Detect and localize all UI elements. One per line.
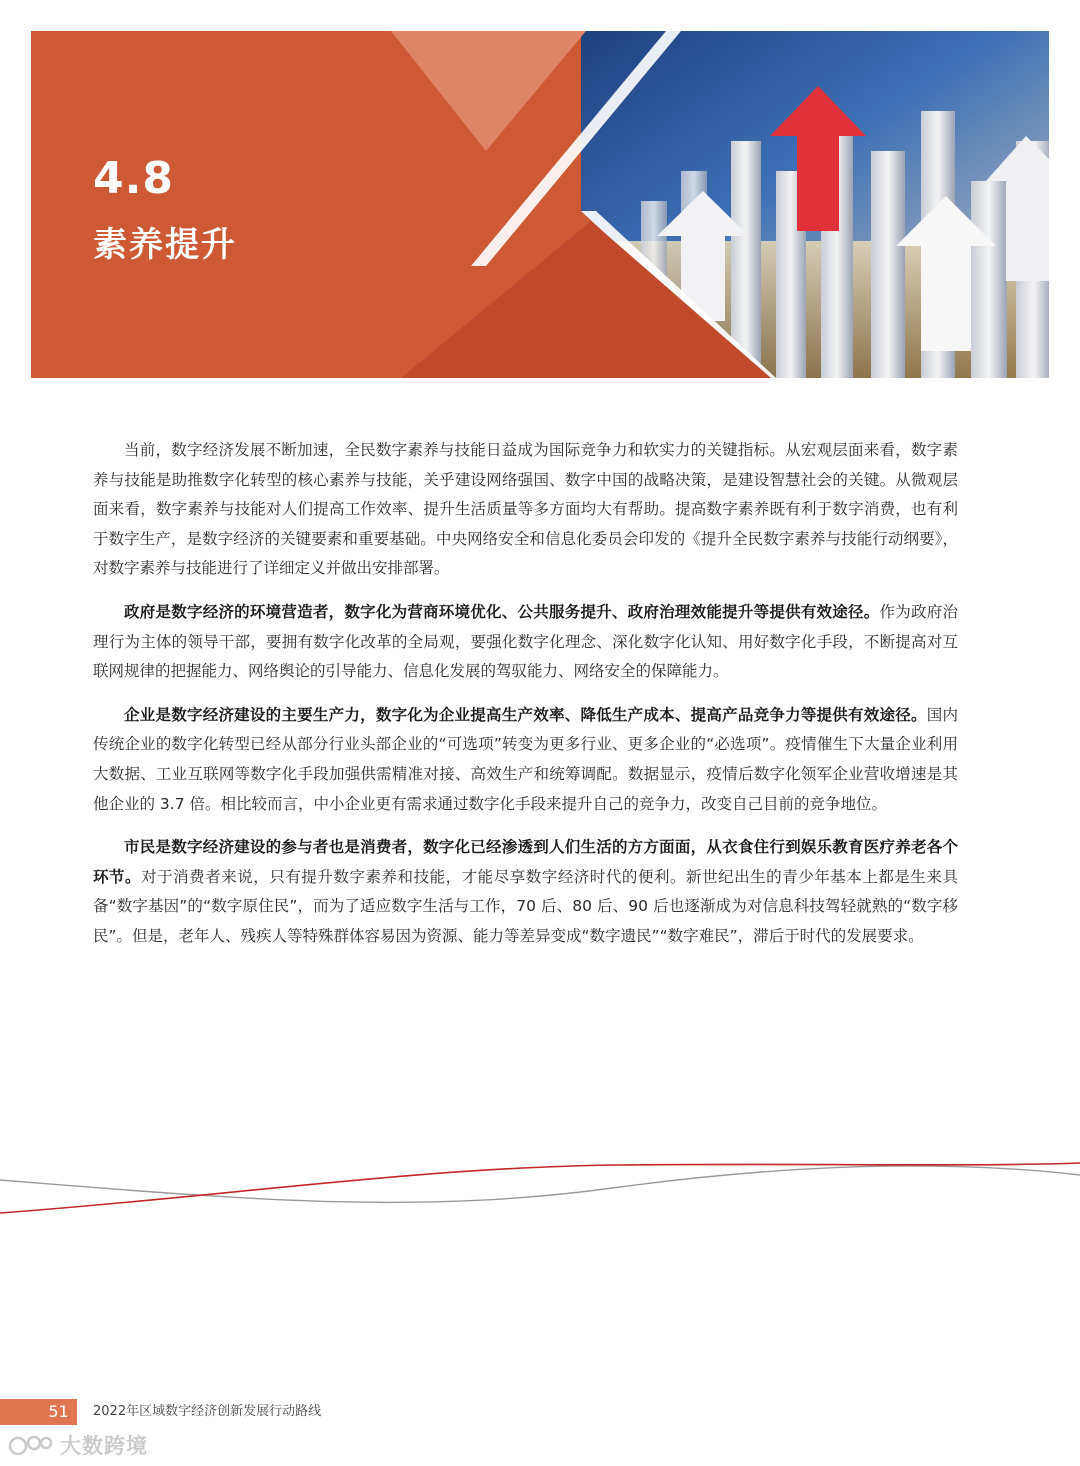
watermark-logo-icon <box>8 1432 54 1458</box>
section-banner <box>31 31 1049 378</box>
paragraph <box>93 436 958 584</box>
decorative-waves <box>0 1145 1080 1225</box>
paragraph-lead: 企业是数字经济建设的主要生产力，数字化为企业提高生产效率、降低生产成本、提高产品竞争力等提供有效途径。 <box>124 705 927 724</box>
paragraph-text: 作为政府治理行为主体的领导干部，要拥有数字化改革的全局观，要强化数字化理念、深化数字化认知、用好数字化手段，不断提高对互联网规律的把握能力、网络舆论的引导能力、信息化发展的驾驭能力、网络安全的保障能力。 <box>93 602 958 681</box>
paragraph-text: 国内传统企业的数字化转型已经从部分行业头部企业的“可选项”转变为更多行业、更多企业的“必选项”。疫情催生下大量企业利用大数据、工业互联网等数字化手段加强供需精准对接、高效生产和统筹调配。数据显示，疫情后数字化领军企业营收增速是其他企业的 3.7 倍。相比较而言，中小企业更有需求通过数字化手段来提升自己的竞争力，改变自己目前的竞争地位。 <box>93 705 958 813</box>
paragraph-text: 对于消费者来说，只有提升数字素养和技能，才能尽享数字经济时代的便利。新世纪出生的青少年基本上都是生来具备“数字基因”的“数字原住民”，而为了适应数字生活与工作，70 后、80 后、90 后也逐渐成为对信息科技驾轻就熟的“数字移民”。但是，老年人、残疾人等特殊群体容易因为资源、能力等差异变成“数字遗民”“数字难民”，滞后于时代的发展要求。 <box>93 867 958 945</box>
document-title: 2022年区域数字经济创新发展行动路线 <box>93 1404 322 1419</box>
watermark <box>8 1430 148 1460</box>
paragraph <box>93 701 958 819</box>
body-text <box>93 436 958 966</box>
section-number: 4.8 <box>93 153 174 204</box>
paragraph-lead: 市民是数字经济建设的参与者也是消费者，数字化已经渗透到人们生活的方方面面，从衣食住行到娱乐教育医疗养老各个环节。 <box>93 838 958 886</box>
banner-artwork <box>31 31 1049 378</box>
page-number: 51 <box>48 1402 69 1421</box>
paragraph <box>93 598 958 687</box>
section-title: 素养提升 <box>93 225 237 265</box>
paragraph-lead: 政府是数字经济的环境营造者，数字化为营商环境优化、公共服务提升、政府治理效能提升等提供有效途径。 <box>124 602 880 621</box>
paragraph-text: 当前，数字经济发展不断加速，全民数字素养与技能日益成为国际竞争力和软实力的关键指标。从宏观层面来看，数字素养与技能是助推数字化转型的核心素养与技能，关乎建设网络强国、数字中国的战略决策，是建设智慧社会的关键。从微观层面来看，数字素养与技能对人们提高工作效率、提升生活质量等多方面均大有帮助。提高数字素养既有利于数字消费，也有利于数字生产，是数字经济的关键要素和重要基础。中央网络安全和信息化委员会印发的《提升全民数字素养与技能行动纲要》，对数字素养与技能进行了详细定义并做出安排部署。 <box>93 441 958 578</box>
paragraph <box>93 833 958 951</box>
watermark-text: 大数跨境 <box>60 1434 148 1458</box>
